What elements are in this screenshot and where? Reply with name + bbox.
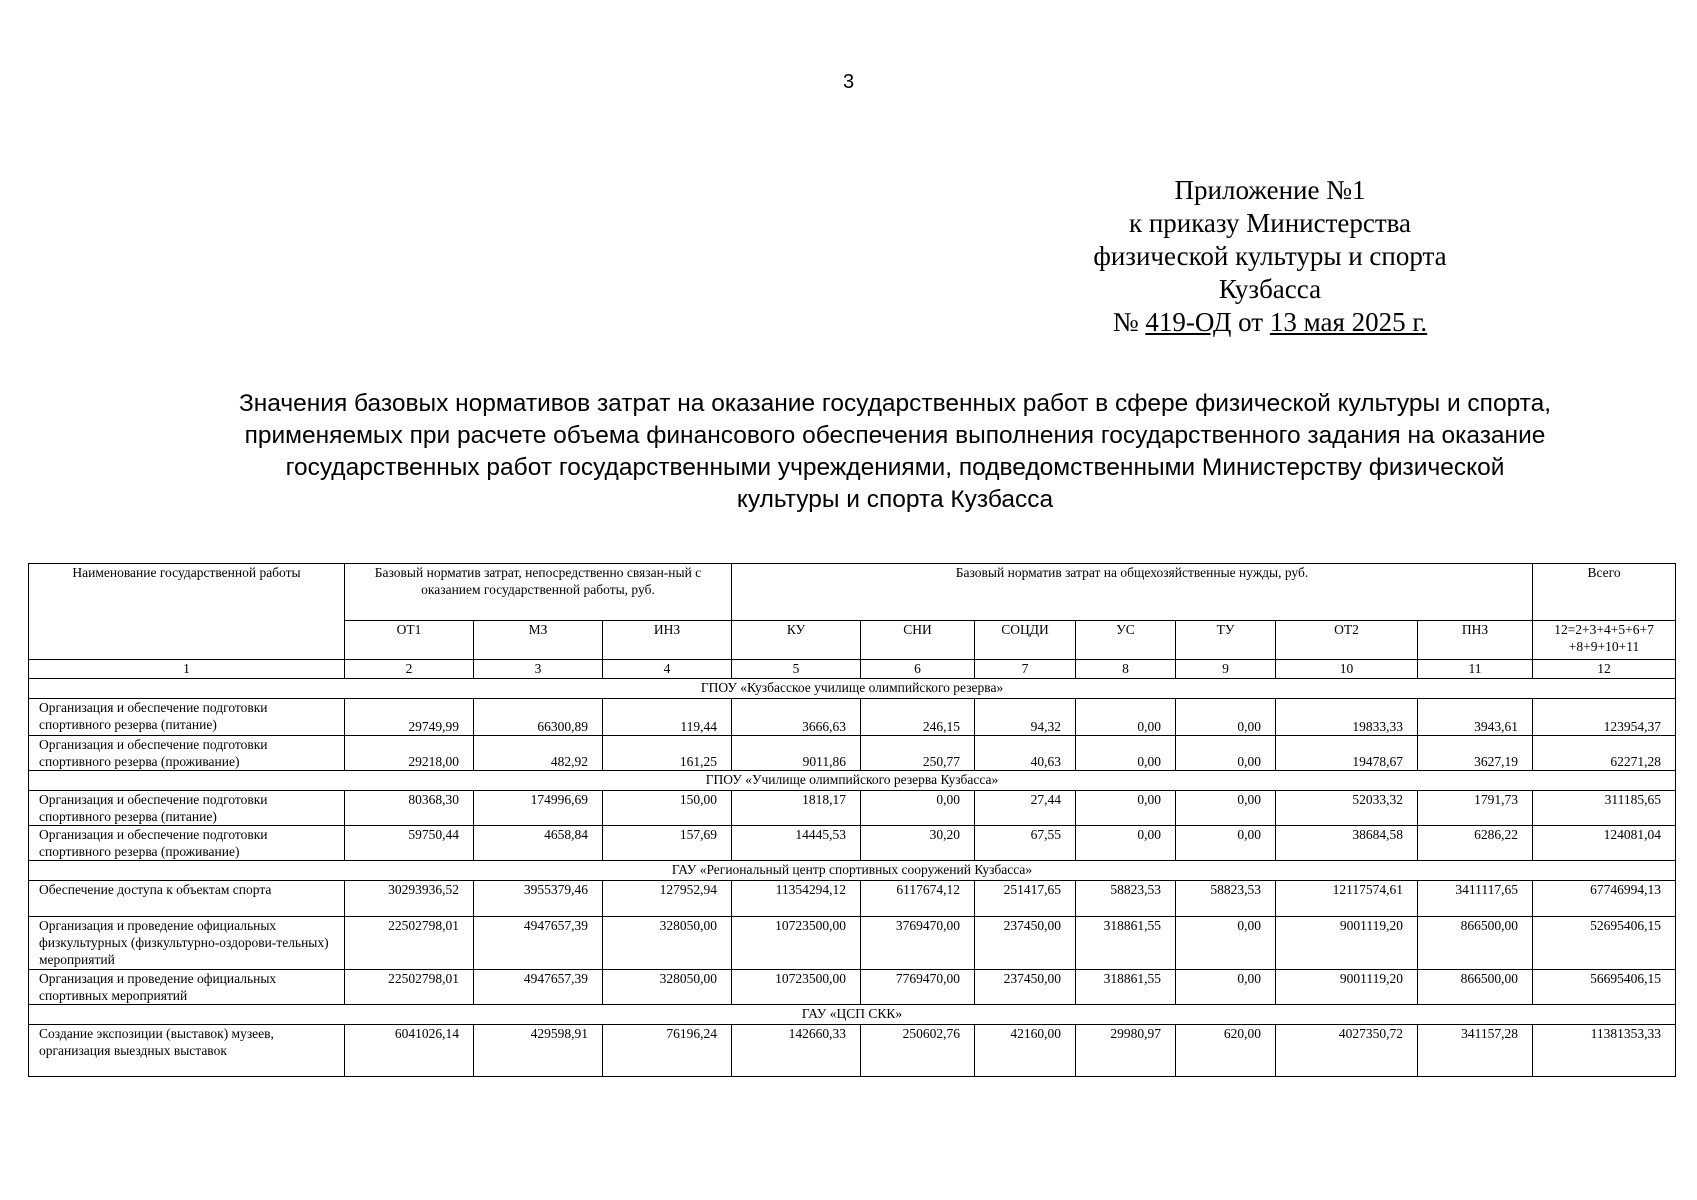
subheader-cell: МЗ <box>474 621 603 660</box>
value-cell: 174996,69 <box>474 791 603 826</box>
column-number-cell: 8 <box>1076 660 1176 679</box>
value-cell: 3411117,65 <box>1418 881 1533 917</box>
value-cell: 123954,37 <box>1533 699 1676 736</box>
value-cell: 30,20 <box>861 826 975 861</box>
work-name-cell: Организация и проведение официальных спортивных мероприятий <box>29 970 345 1005</box>
value-cell: 142660,33 <box>732 1025 861 1077</box>
appendix-line-3: физической культуры и спорта <box>1093 241 1447 271</box>
header-name: Наименование государственной работы <box>29 564 345 660</box>
value-cell: 4658,84 <box>474 826 603 861</box>
column-number-cell: 9 <box>1176 660 1276 679</box>
subheader-cell: КУ <box>732 621 861 660</box>
value-cell: 7769470,00 <box>861 970 975 1005</box>
appendix-line-4: Кузбасса <box>1218 274 1322 304</box>
header-general: Базовый норматив затрат на общехозяйственные нужды, руб. <box>732 564 1533 621</box>
page-number: 3 <box>843 71 855 93</box>
title-line-1: Значения базовых нормативов затрат на оказание государственных работ в сфере физической культуры и спорта, <box>238 390 1552 417</box>
value-cell: 0,00 <box>1176 736 1276 771</box>
title-line-3: государственных работ государственными учреждениями, подведомственными Министерству физической <box>285 454 1505 481</box>
value-cell: 6286,22 <box>1418 826 1533 861</box>
value-cell: 237450,00 <box>975 917 1076 970</box>
group-row <box>29 861 1676 881</box>
value-cell: 59750,44 <box>345 826 474 861</box>
value-cell: 22502798,01 <box>345 970 474 1005</box>
work-name-cell: Организация и обеспечение подготовки спортивного резерва (проживание) <box>29 826 345 861</box>
value-cell: 250,77 <box>861 736 975 771</box>
group-title: ГАУ «ЦСП СКК» <box>29 1005 1676 1025</box>
subheader-cell: УС <box>1076 621 1176 660</box>
value-cell: 76196,24 <box>603 1025 732 1077</box>
value-cell: 22502798,01 <box>345 917 474 970</box>
work-name-cell: Организация и обеспечение подготовки спортивного резерва (питание) <box>29 791 345 826</box>
value-cell: 56695406,15 <box>1533 970 1676 1005</box>
value-cell: 237450,00 <box>975 970 1076 1005</box>
subheader-cell: ОТ2 <box>1276 621 1418 660</box>
header-total: Всего <box>1533 564 1676 621</box>
value-cell: 62271,28 <box>1533 736 1676 771</box>
value-cell: 4947657,39 <box>474 970 603 1005</box>
column-number-cell: 1 <box>29 660 345 679</box>
value-cell: 30293936,52 <box>345 881 474 917</box>
value-cell: 12117574,61 <box>1276 881 1418 917</box>
value-cell: 311185,65 <box>1533 791 1676 826</box>
value-cell: 52695406,15 <box>1533 917 1676 970</box>
value-cell: 866500,00 <box>1418 917 1533 970</box>
order-number: 419-ОД <box>1145 307 1232 337</box>
table-row <box>29 699 1676 736</box>
value-cell: 866500,00 <box>1418 970 1533 1005</box>
table-row <box>29 736 1676 771</box>
subheader-cell: ТУ <box>1176 621 1276 660</box>
value-cell: 1791,73 <box>1418 791 1533 826</box>
group-title: ГАУ «Региональный центр спортивных сооружений Кузбасса» <box>29 861 1676 881</box>
value-cell: 94,32 <box>975 699 1076 736</box>
value-cell: 1818,17 <box>732 791 861 826</box>
subheader-cell: ИНЗ <box>603 621 732 660</box>
group-row <box>29 1005 1676 1025</box>
value-cell: 4947657,39 <box>474 917 603 970</box>
value-cell: 161,25 <box>603 736 732 771</box>
table-row <box>29 791 1676 826</box>
table-row <box>29 1025 1676 1077</box>
value-cell: 67746994,13 <box>1533 881 1676 917</box>
value-cell: 80368,30 <box>345 791 474 826</box>
value-cell: 6117674,12 <box>861 881 975 917</box>
value-cell: 318861,55 <box>1076 917 1176 970</box>
table-row <box>29 970 1676 1005</box>
value-cell: 328050,00 <box>603 970 732 1005</box>
value-cell: 19833,33 <box>1276 699 1418 736</box>
value-cell: 3955379,46 <box>474 881 603 917</box>
value-cell: 6041026,14 <box>345 1025 474 1077</box>
value-cell: 157,69 <box>603 826 732 861</box>
value-cell: 119,44 <box>603 699 732 736</box>
value-cell: 11354294,12 <box>732 881 861 917</box>
appendix-line-2: к приказу Министерства <box>1128 208 1412 238</box>
value-cell: 250602,76 <box>861 1025 975 1077</box>
column-number-cell: 3 <box>474 660 603 679</box>
title-line-2: применяемых при расчете объема финансового обеспечения выполнения государственного задания на оказание <box>244 422 1546 449</box>
value-cell: 124081,04 <box>1533 826 1676 861</box>
column-number-cell: 7 <box>975 660 1076 679</box>
value-cell: 9001119,20 <box>1276 917 1418 970</box>
value-cell: 29749,99 <box>345 699 474 736</box>
value-cell: 42160,00 <box>975 1025 1076 1077</box>
title-line-4: культуры и спорта Кузбасса <box>736 486 1054 513</box>
value-cell: 58823,53 <box>1076 881 1176 917</box>
table-body <box>29 564 1676 1077</box>
value-cell: 14445,53 <box>732 826 861 861</box>
value-cell: 0,00 <box>1176 791 1276 826</box>
value-cell: 10723500,00 <box>732 970 861 1005</box>
appendix-line-1: Приложение №1 <box>1174 175 1366 205</box>
work-name-cell: Организация и обеспечение подготовки спортивного резерва (проживание) <box>29 736 345 771</box>
value-cell: 10723500,00 <box>732 917 861 970</box>
column-number-cell: 11 <box>1418 660 1533 679</box>
value-cell: 52033,32 <box>1276 791 1418 826</box>
value-cell: 328050,00 <box>603 917 732 970</box>
order-date: 13 мая 2025 г. <box>1269 307 1428 337</box>
value-cell: 9011,86 <box>732 736 861 771</box>
value-cell: 29218,00 <box>345 736 474 771</box>
column-number-cell: 10 <box>1276 660 1418 679</box>
document-title <box>195 388 1595 516</box>
value-cell: 429598,91 <box>474 1025 603 1077</box>
table-row <box>29 881 1676 917</box>
value-cell: 0,00 <box>1176 699 1276 736</box>
work-name-cell: Организация и проведение официальных физкультурных (физкультурно-оздорови-тельных) мероприятий <box>29 917 345 970</box>
value-cell: 0,00 <box>1076 826 1176 861</box>
subheader-cell: СОЦДИ <box>975 621 1076 660</box>
column-number-cell: 6 <box>861 660 975 679</box>
value-cell: 29980,97 <box>1076 1025 1176 1077</box>
work-name-cell: Обеспечение доступа к объектам спорта <box>29 881 345 917</box>
value-cell: 620,00 <box>1176 1025 1276 1077</box>
header-row <box>29 564 1676 621</box>
value-cell: 4027350,72 <box>1276 1025 1418 1077</box>
column-numbers-row <box>29 660 1676 679</box>
order-line <box>1080 306 1460 339</box>
value-cell: 127952,94 <box>603 881 732 917</box>
group-row <box>29 771 1676 791</box>
value-cell: 58823,53 <box>1176 881 1276 917</box>
subheader-cell: СНИ <box>861 621 975 660</box>
value-cell: 0,00 <box>1176 917 1276 970</box>
value-cell: 0,00 <box>1076 736 1176 771</box>
value-cell: 0,00 <box>1076 699 1176 736</box>
subheader-cell: ОТ1 <box>345 621 474 660</box>
group-title: ГПОУ «Училище олимпийского резерва Кузбасса» <box>29 771 1676 791</box>
column-number-cell: 4 <box>603 660 732 679</box>
value-cell: 0,00 <box>861 791 975 826</box>
order-prefix: № <box>1112 307 1139 337</box>
value-cell: 3769470,00 <box>861 917 975 970</box>
column-number-cell: 12 <box>1533 660 1676 679</box>
value-cell: 318861,55 <box>1076 970 1176 1005</box>
column-number-cell: 2 <box>345 660 474 679</box>
value-cell: 0,00 <box>1176 826 1276 861</box>
header-direct: Базовый норматив затрат, непосредственно связан-ный с оказанием государственной работы, руб. <box>345 564 732 621</box>
group-row <box>29 679 1676 699</box>
order-from: от <box>1238 307 1264 337</box>
value-cell: 27,44 <box>975 791 1076 826</box>
value-cell: 0,00 <box>1076 791 1176 826</box>
work-name-cell: Создание экспозиции (выставок) музеев, организация выездных выставок <box>29 1025 345 1077</box>
value-cell: 3943,61 <box>1418 699 1533 736</box>
value-cell: 0,00 <box>1176 970 1276 1005</box>
table-row <box>29 917 1676 970</box>
value-cell: 9001119,20 <box>1276 970 1418 1005</box>
value-cell: 19478,67 <box>1276 736 1418 771</box>
value-cell: 3666,63 <box>732 699 861 736</box>
value-cell: 67,55 <box>975 826 1076 861</box>
work-name-cell: Организация и обеспечение подготовки спортивного резерва (питание) <box>29 699 345 736</box>
value-cell: 482,92 <box>474 736 603 771</box>
value-cell: 150,00 <box>603 791 732 826</box>
column-number-cell: 5 <box>732 660 861 679</box>
appendix-block <box>1080 174 1460 339</box>
table-row <box>29 826 1676 861</box>
value-cell: 251417,65 <box>975 881 1076 917</box>
subheader-cell: 12=2+3+4+5+6+7 +8+9+10+11 <box>1533 621 1676 660</box>
norms-table <box>28 563 1676 1077</box>
value-cell: 38684,58 <box>1276 826 1418 861</box>
value-cell: 66300,89 <box>474 699 603 736</box>
value-cell: 3627,19 <box>1418 736 1533 771</box>
group-title: ГПОУ «Кузбасское училище олимпийского резерва» <box>29 679 1676 699</box>
value-cell: 246,15 <box>861 699 975 736</box>
value-cell: 341157,28 <box>1418 1025 1533 1077</box>
value-cell: 11381353,33 <box>1533 1025 1676 1077</box>
subheader-cell: ПНЗ <box>1418 621 1533 660</box>
value-cell: 40,63 <box>975 736 1076 771</box>
